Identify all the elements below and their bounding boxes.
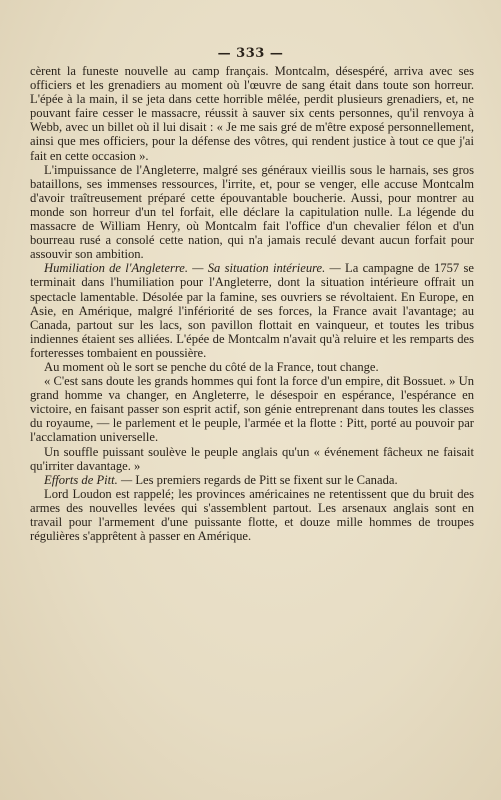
page-number: — 333 —	[217, 46, 284, 61]
body-text	[30, 64, 474, 543]
paragraph: « C'est sans doute les grands hommes qui font la force d'un empire, dit Bossuet. » Un grand homme va changer, en Angleterre, le désespoir en espérance, l'espérance en victoire, en faisant passer son esprit actif, son génie entreprenant dans toutes les classes du royaume, — le parlement et le peuple, l'armée et la flotte : Pitt, porté au pouvoir par l'acclamation universelle.	[30, 374, 474, 445]
paragraph: Un souffle puissant soulève le peuple anglais qu'un « événement fâcheux ne faisait qu'irriter davantage. »	[30, 444, 474, 473]
section-heading: Efforts de Pitt. —	[44, 472, 133, 487]
paragraph: cèrent la funeste nouvelle au camp français. Montcalm, désespéré, arriva avec ses officiers et les grenadiers au moment où l'œuvre de sang était dans toute son horreur. L'épée à la main, il se jeta dans cette horrible mêlée, perdit plusieurs grenadiers, et, ne pouvant faire cesser le massacre, réussit à sauver six cents personnes, qu'il renvoya à Webb, avec un billet où il lui disait : « Je me sais gré de m'être exposé personnellement, ainsi que mes officiers, pour la défense des vôtres, qui rendent justice à tout ce que j'ai fait en cette occasion ».	[30, 64, 474, 163]
paragraph	[30, 261, 474, 360]
paragraph: Lord Loudon est rappelé; les provinces américaines ne retentissent que du bruit des armes des nouvelles levées qui s'assemblent partout. Les arsenaux anglais sont en travail pour l'armement d'une puissante flotte, et douze mille hommes de troupes régulières s'apprêtent à passer en Amérique.	[30, 486, 474, 544]
paragraph	[30, 473, 474, 487]
section-heading: Humiliation de l'Angleterre. — Sa situation intérieure. —	[44, 261, 341, 276]
paragraph-text: La campagne de 1757 se terminait dans l'humiliation pour l'Angleterre, dont la situation intérieure offrait un spectacle lamentable. Désolée par la famine, ses ouvriers se révoltaient. En Europe, en Asie, en Amérique, malgré l'infériorité de ses forces, la France avait l'avantage; au Canada, partout sur les lacs, son pavillon flottait en vainqueur, et toutes les tribus indiennes étaient ses alliées. L'épée de Montcalm n'avait qu'à reluire et les remparts des forteresses tombaient en poussière.	[30, 261, 474, 360]
paragraph: L'impuissance de l'Angleterre, malgré ses généraux vieillis sous le harnais, ses gros bataillons, ses immenses ressources, l'irrite, et, pour se venger, elle accuse Montcalm d'avoir traîtreusement préparé cette épouvantable boucherie. Aussi, pour montrer au monde son horreur d'un tel forfait, elle déclare la capitulation nulle. La légende du massacre de William Henry, où Montcalm fait l'office d'un chevalier félon et d'un bourreau rusé a consolé cette nation, qui n'a jamais reculé devant aucun forfait pour assouvir son ambition.	[30, 162, 474, 262]
paragraph-text: Les premiers regards de Pitt se fixent sur le Canada.	[135, 472, 398, 487]
paragraph: Au moment où le sort se penche du côté de la France, tout change.	[44, 359, 379, 374]
